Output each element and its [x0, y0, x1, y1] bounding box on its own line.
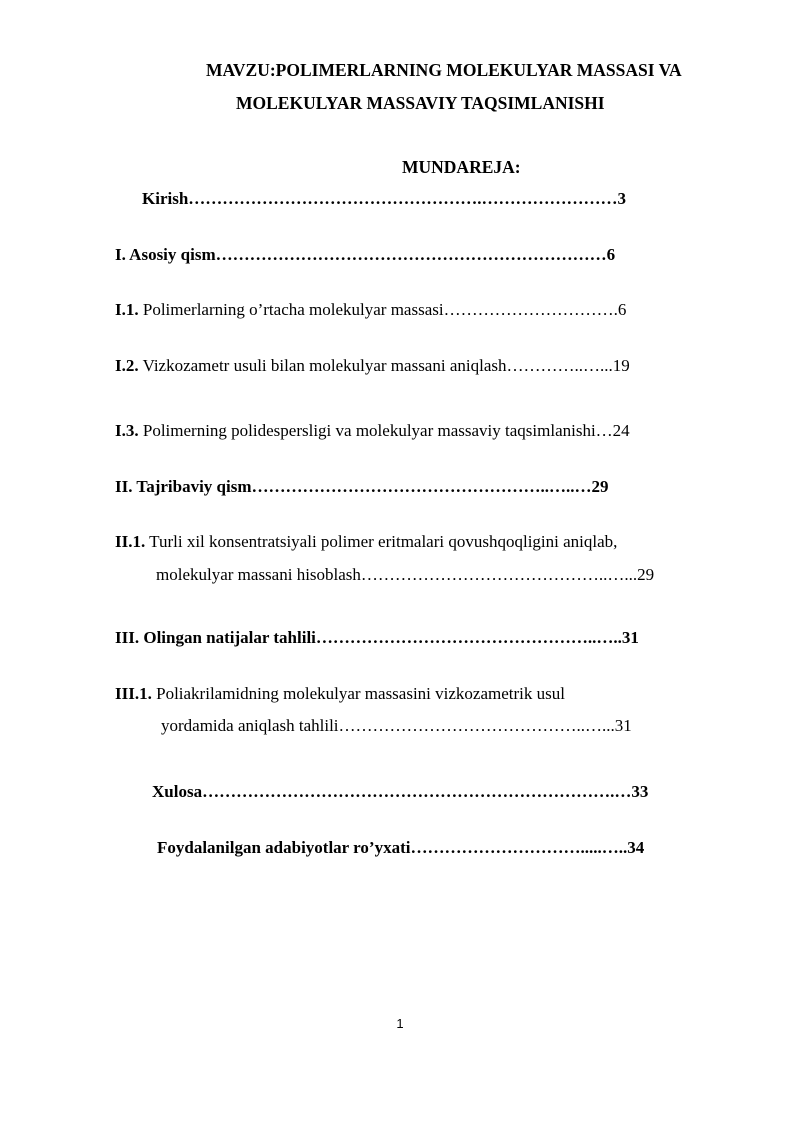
- toc-entry-number: III.1.: [115, 684, 152, 703]
- toc-entry-1-1: [115, 300, 626, 320]
- document-title-line-1: MAVZU:POLIMERLARNING MOLEKULYAR MASSASI VA: [206, 60, 682, 80]
- toc-entry-3-1: [115, 684, 565, 704]
- toc-entry-number: II.1.: [115, 532, 146, 551]
- toc-entry-xulosa: Xulosa……………………………………………………………….…33: [152, 782, 649, 801]
- toc-entry-3-1-continuation: yordamida aniqlash tahlili……………………………………..…...31: [161, 716, 632, 735]
- toc-entry-natijalar-tahlili: III. Olingan natijalar tahlili…………………………………………..…..31: [115, 628, 639, 647]
- toc-entry-2-1-continuation: molekulyar massani hisoblash……………………………………..…...29: [156, 565, 655, 584]
- toc-entry-kirish: Kirish…………………………………………….……………………3: [142, 189, 627, 208]
- toc-entry-number: I.1.: [115, 300, 139, 319]
- toc-entry-text: Polimerning polidespersligi va molekulyar massaviy taqsimlanishi…24: [138, 421, 630, 440]
- toc-entry-text: Polimerlarning o’rtacha molekulyar massasi………………………….6: [138, 300, 627, 319]
- toc-entry-text: Turli xil konsentratsiyali polimer eritmalari qovushqoqligini aniqlab,: [145, 532, 618, 551]
- toc-entry-asosiy-qism: I. Asosiy qism……………………………………………………………6: [115, 245, 616, 264]
- document-title-line-2: MOLEKULYAR MASSAVIY TAQSIMLANISHI: [236, 93, 605, 113]
- toc-entry-number: I.3.: [115, 421, 139, 440]
- toc-entry-number: I.2.: [115, 356, 139, 375]
- toc-entry-1-3: [115, 421, 630, 441]
- toc-entry-adabiyotlar: Foydalanilgan adabiyotlar ro’yxati………………………….....…..34: [157, 838, 645, 857]
- toc-entry-text: Vizkozametr usuli bilan molekulyar massani aniqlash…………..…...19: [138, 356, 630, 375]
- toc-entry-2-1: [115, 532, 617, 552]
- toc-heading: MUNDAREJA:: [402, 157, 521, 177]
- page-number: 1: [396, 1016, 404, 1031]
- toc-entry-1-2: [115, 356, 630, 376]
- toc-entry-text: Poliakrilamidning molekulyar massasini vizkozametrik usul: [151, 684, 565, 703]
- toc-entry-tajribaviy-qism: II. Tajribaviy qism……………………………………………..…..…29: [115, 477, 609, 496]
